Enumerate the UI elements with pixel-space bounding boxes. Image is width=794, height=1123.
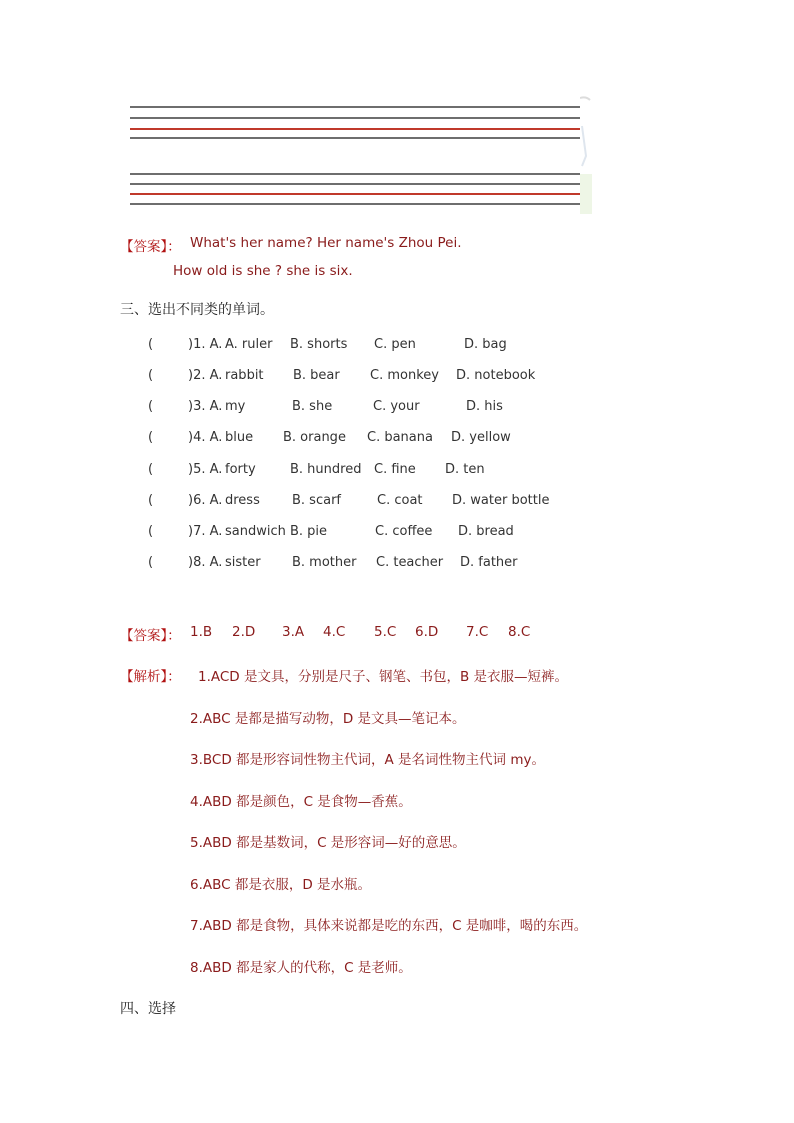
answer-item: 3.A [282,624,305,640]
section-title: 三、选出不同类的单词。 [120,302,274,318]
option-d: D. father [460,555,518,570]
option-a: A. ruler [225,337,273,352]
paren-open: ( [148,399,154,414]
question-number: )2. A. [188,368,223,383]
option-c: C. your [373,399,420,414]
analysis-line: 1.ACD 是文具，分别是尺子、钢笔、书包，B 是衣服—短裤。 [198,669,569,685]
writing-line-red [130,193,580,195]
analysis-line: 8.ABD 都是家人的代称，C 是老师。 [190,960,412,976]
analysis-line: 3.BCD 都是形容词性物主代词，A 是名词性物主代词 my。 [190,752,545,768]
option-b: B. orange [283,430,346,445]
option-a: sister [225,555,261,570]
analysis-line: 2.ABC 是都是描写动物，D 是文具—笔记本。 [190,711,466,727]
option-b: B. bear [293,368,340,383]
answer-item: 6.D [415,624,439,640]
option-c: C. banana [367,430,433,445]
answer-text-line1: What's her name? Her name's Zhou Pei. [190,235,462,251]
option-c: C. coat [377,493,423,508]
paren-open: ( [148,462,154,477]
option-d: D. his [466,399,503,414]
option-b: B. mother [292,555,357,570]
writing-line-red [130,128,580,130]
option-a: sandwich [225,524,286,539]
option-a: blue [225,430,254,445]
option-b: B. pie [290,524,328,539]
option-b: B. she [292,399,333,414]
option-d: D. bag [464,337,507,352]
answer-text-line2: How old is she ? she is six. [173,263,353,279]
question-number: )4. A. [188,430,223,445]
paren-open: ( [148,430,154,445]
option-a: my [225,399,246,414]
question-number: )3. A. [188,399,223,414]
question-number: )7. A. [188,524,223,539]
answer-label: 【答案】： [120,628,181,644]
option-d: D. ten [445,462,485,477]
answer-item: 5.C [374,624,397,640]
question-number: )5. A. [188,462,223,477]
paren-open: ( [148,368,154,383]
option-d: D. water bottle [452,493,550,508]
answer-label: 【答案】： [120,239,181,255]
paren-open: ( [148,337,154,352]
option-c: C. monkey [370,368,439,383]
option-b: B. hundred [290,462,362,477]
answer-item: 4.C [323,624,346,640]
writing-line [130,173,580,175]
option-d: D. notebook [456,368,536,383]
question-number: )1. A. [188,337,223,352]
option-b: B. shorts [290,337,348,352]
writing-line [130,106,580,108]
question-number: )6. A. [188,493,223,508]
option-a: rabbit [225,368,264,383]
analysis-line: 5.ABD 都是基数词，C 是形容词—好的意思。 [190,835,466,851]
paren-open: ( [148,555,154,570]
answer-item: 1.B [190,624,213,640]
answer-item: 7.C [466,624,489,640]
answer-item: 2.D [232,624,256,640]
option-a: forty [225,462,256,477]
section-title: 四、选择 [120,1001,176,1017]
option-a: dress [225,493,260,508]
writing-line [130,137,580,139]
analysis-label: 【解析】： [120,669,181,685]
analysis-line: 7.ABD 都是食物，具体来说都是吃的东西，C 是咖啡，喝的东西。 [190,918,588,934]
option-d: D. yellow [451,430,511,445]
image-edge-decoration [580,96,592,216]
answer-item: 8.C [508,624,531,640]
analysis-line: 6.ABC 都是衣服，D 是水瓶。 [190,877,372,893]
option-c: C. teacher [376,555,444,570]
writing-line [130,183,580,185]
writing-lines-top [130,104,580,140]
option-b: B. scarf [292,493,341,508]
writing-lines-bottom [130,170,580,210]
paren-open: ( [148,493,154,508]
writing-line [130,203,580,205]
option-c: C. coffee [375,524,433,539]
question-number: )8. A. [188,555,223,570]
paren-open: ( [148,524,154,539]
option-c: C. fine [374,462,416,477]
option-c: C. pen [374,337,416,352]
writing-line [130,117,580,119]
option-d: D. bread [458,524,514,539]
analysis-line: 4.ABD 都是颜色，C 是食物—香蕉。 [190,794,412,810]
